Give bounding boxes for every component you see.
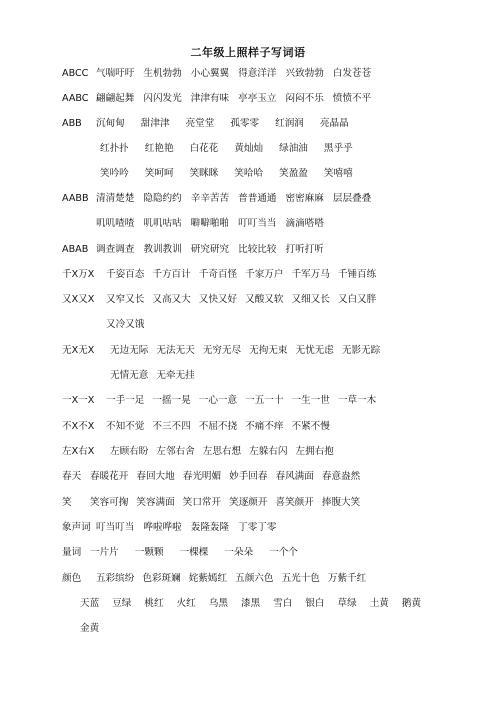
row-words (100, 167, 353, 181)
word-item: 春风满面 (275, 471, 314, 482)
word-item: 闪闪发光 (143, 93, 182, 104)
row-label: 不X不X (62, 421, 95, 432)
word-item: 调查调查 (96, 244, 135, 255)
word-item: 笑容满面 (136, 497, 175, 508)
word-row (0, 572, 496, 586)
word-item: 五光十色 (281, 573, 320, 584)
word-item: 比较比较 (238, 244, 277, 255)
row-label: ABAB (62, 244, 89, 255)
word-item: 姹紫嫣红 (188, 573, 228, 584)
word-item: 喜笑颜开 (275, 497, 314, 508)
word-item: 春意盎然 (321, 471, 361, 482)
word-item: 辛辛苦苦 (190, 193, 230, 204)
row-words (90, 470, 360, 484)
word-item: 无牵无挂 (156, 370, 195, 381)
word-item: 一片片 (90, 547, 119, 558)
word-item: 一五一十 (245, 395, 284, 406)
word-row (0, 217, 496, 231)
row-label: 量词 (62, 547, 82, 558)
word-item: 又细又长 (291, 294, 330, 305)
row-words (96, 217, 324, 231)
word-item: 不屈不挠 (198, 421, 238, 432)
word-item: 金黄 (80, 623, 100, 634)
word-item: 普普通通 (238, 193, 277, 204)
row-words (90, 546, 298, 560)
word-item: 左思右想 (202, 446, 242, 457)
word-row (0, 167, 496, 181)
row-words (80, 597, 421, 611)
word-item: 无影无踪 (341, 345, 381, 356)
word-item: 得意洋洋 (238, 68, 277, 79)
word-item: 绿油油 (279, 143, 308, 154)
word-row (0, 92, 496, 106)
word-item: 一棵棵 (179, 547, 209, 558)
word-item: 笑眯眯 (189, 168, 219, 179)
word-row (0, 546, 496, 560)
word-item: 不紧不慢 (291, 421, 330, 432)
word-item: 闷闷不乐 (285, 93, 324, 104)
word-item: 哗啦哗啦 (143, 522, 182, 533)
word-item: 万紫千红 (327, 573, 367, 584)
word-item: 亭亭玉立 (238, 93, 277, 104)
word-item: 又冷又饿 (106, 319, 145, 330)
word-row (0, 394, 496, 408)
word-row (0, 369, 496, 383)
word-item: 又白又胖 (337, 294, 377, 305)
word-row (0, 344, 496, 358)
word-item: 红润润 (275, 118, 304, 129)
row-words (106, 394, 376, 408)
word-item: 又快又好 (198, 294, 238, 305)
word-item: 土黄 (369, 598, 389, 609)
word-item: 黑乎乎 (323, 143, 353, 154)
word-item: 孤零零 (230, 118, 260, 129)
row-label: AABB (62, 193, 89, 204)
word-item: 教训教训 (143, 244, 182, 255)
word-item: 火红 (176, 598, 196, 609)
word-item: 鹅黄 (401, 598, 422, 609)
word-item: 笑吟吟 (100, 168, 129, 179)
row-words (110, 369, 195, 383)
row-label: ABCC (62, 68, 89, 79)
word-item: 一个个 (269, 547, 298, 558)
row-words (96, 243, 324, 257)
document-title: 二年级上照样子写词语 (190, 46, 306, 59)
row-words (106, 318, 144, 332)
word-item: 妙手回春 (229, 471, 268, 482)
row-words (96, 572, 366, 586)
word-item: 红艳艳 (144, 143, 174, 154)
word-row (0, 293, 496, 307)
word-item: 叮当叮当 (96, 522, 135, 533)
row-label: 象声词 (62, 522, 91, 533)
word-item: 红扑扑 (100, 143, 129, 154)
row-words (110, 344, 380, 358)
word-item: 左拥右抱 (295, 446, 334, 457)
word-row (0, 117, 496, 131)
word-item: 无穷无尽 (202, 345, 242, 356)
word-row (0, 445, 496, 459)
word-row (0, 318, 496, 332)
word-item: 千军万马 (291, 269, 330, 280)
word-item: 清清楚楚 (96, 193, 135, 204)
word-item: 层层叠叠 (332, 193, 372, 204)
word-item: 乌黑 (208, 598, 228, 609)
word-item: 捧腹大笑 (321, 497, 361, 508)
row-words (96, 67, 371, 81)
word-row (0, 192, 496, 206)
word-item: 桃红 (144, 598, 164, 609)
row-label: ABB (62, 118, 82, 129)
word-row (0, 142, 496, 156)
row-label: 颜色 (62, 573, 82, 584)
word-item: 兴致勃勃 (285, 68, 324, 79)
word-item: 又高又大 (152, 294, 191, 305)
word-item: 千锤百练 (337, 269, 377, 280)
word-row (0, 67, 496, 81)
word-item: 漆黑 (240, 598, 261, 609)
word-item: 笑口常开 (182, 497, 222, 508)
word-item: 一草一木 (337, 395, 377, 406)
word-item: 不知不觉 (106, 421, 145, 432)
row-label: 一X一X (62, 395, 95, 406)
row-words (96, 192, 371, 206)
word-item: 笑逐颜开 (229, 497, 268, 508)
word-item: 丁零丁零 (238, 522, 277, 533)
row-words (106, 293, 376, 307)
word-item: 无忧无虑 (295, 345, 334, 356)
word-item: 愤愤不平 (332, 93, 372, 104)
word-row (0, 268, 496, 282)
row-label: 无X无X (62, 345, 95, 356)
word-item: 小心翼翼 (190, 68, 230, 79)
word-item: 气喘吁吁 (96, 68, 135, 79)
word-item: 津津有味 (190, 93, 230, 104)
word-item: 一颗颗 (134, 547, 164, 558)
word-item: 隐隐约约 (143, 193, 182, 204)
word-item: 五彩缤纷 (96, 573, 135, 584)
word-item: 噼噼啪啪 (190, 218, 230, 229)
word-row (0, 243, 496, 257)
word-item: 密密麻麻 (285, 193, 324, 204)
word-item: 银白 (305, 598, 325, 609)
word-item: 无情无意 (110, 370, 149, 381)
word-item: 千方百计 (152, 269, 191, 280)
word-item: 一手一足 (106, 395, 145, 406)
row-words (100, 142, 353, 156)
word-item: 叽叽喳喳 (96, 218, 135, 229)
word-item: 一摇一晃 (152, 395, 191, 406)
word-item: 笑嘻嘻 (323, 168, 353, 179)
word-row (0, 420, 496, 434)
word-item: 色彩斑斓 (142, 573, 181, 584)
word-item: 甜津津 (140, 118, 170, 129)
word-item: 天蓝 (80, 598, 100, 609)
word-item: 千家万户 (245, 269, 284, 280)
word-row (0, 521, 496, 535)
row-words (106, 420, 330, 434)
word-item: 豆绿 (112, 598, 132, 609)
word-item: 又酸又软 (245, 294, 284, 305)
row-label: 笑 (62, 497, 72, 508)
word-item: 左顾右盼 (110, 446, 149, 457)
word-item: 研究研究 (190, 244, 230, 255)
word-item: 一生一世 (291, 395, 330, 406)
row-words (90, 496, 360, 510)
row-words (96, 521, 277, 535)
word-item: 笑容可掬 (90, 497, 129, 508)
word-item: 生机勃勃 (143, 68, 182, 79)
word-item: 雪白 (273, 598, 293, 609)
word-item: 轰隆轰隆 (190, 522, 230, 533)
word-item: 草绿 (337, 598, 357, 609)
word-item: 笑盈盈 (279, 168, 308, 179)
word-item: 叽叽咕咕 (143, 218, 182, 229)
word-item: 笑呵呵 (144, 168, 174, 179)
word-item: 黄灿灿 (234, 143, 264, 154)
row-words (96, 92, 371, 106)
word-item: 千奇百怪 (198, 269, 238, 280)
row-label: 左X右X (62, 446, 95, 457)
word-item: 一心一意 (198, 395, 238, 406)
row-words (110, 445, 334, 459)
word-row (0, 470, 496, 484)
word-item: 春回大地 (136, 471, 175, 482)
word-item: 亮晶晶 (319, 118, 349, 129)
word-item: 无边无际 (110, 345, 149, 356)
word-item: 春暖花开 (90, 471, 129, 482)
word-item: 无法无天 (156, 345, 195, 356)
word-item: 一朵朵 (224, 547, 254, 558)
row-label: 春天 (62, 471, 82, 482)
word-item: 翩翩起舞 (96, 93, 135, 104)
word-item: 五颜六色 (235, 573, 274, 584)
word-item: 不三不四 (152, 421, 191, 432)
word-item: 滴滴嗒嗒 (285, 218, 324, 229)
row-label: AABC (62, 93, 89, 104)
word-row (0, 597, 496, 611)
word-item: 又窄又长 (106, 294, 145, 305)
word-item: 春光明媚 (182, 471, 222, 482)
word-item: 笑哈哈 (234, 168, 264, 179)
row-label: 千X万X (62, 269, 95, 280)
word-item: 亮堂堂 (185, 118, 215, 129)
word-item: 沉甸甸 (96, 118, 125, 129)
word-item: 打听打听 (285, 244, 324, 255)
word-item: 千姿百态 (106, 269, 145, 280)
word-item: 叮叮当当 (238, 218, 277, 229)
word-item: 白花花 (189, 143, 219, 154)
word-item: 白发苍苍 (332, 68, 372, 79)
word-item: 不痛不痒 (245, 421, 284, 432)
row-words (96, 117, 349, 131)
word-item: 无拘无束 (249, 345, 288, 356)
word-item: 左邻右舍 (156, 446, 195, 457)
row-words (80, 622, 99, 636)
row-words (106, 268, 376, 282)
word-item: 左躲右闪 (249, 446, 288, 457)
word-row (0, 622, 496, 636)
word-row (0, 496, 496, 510)
row-label: 又X又X (62, 294, 95, 305)
